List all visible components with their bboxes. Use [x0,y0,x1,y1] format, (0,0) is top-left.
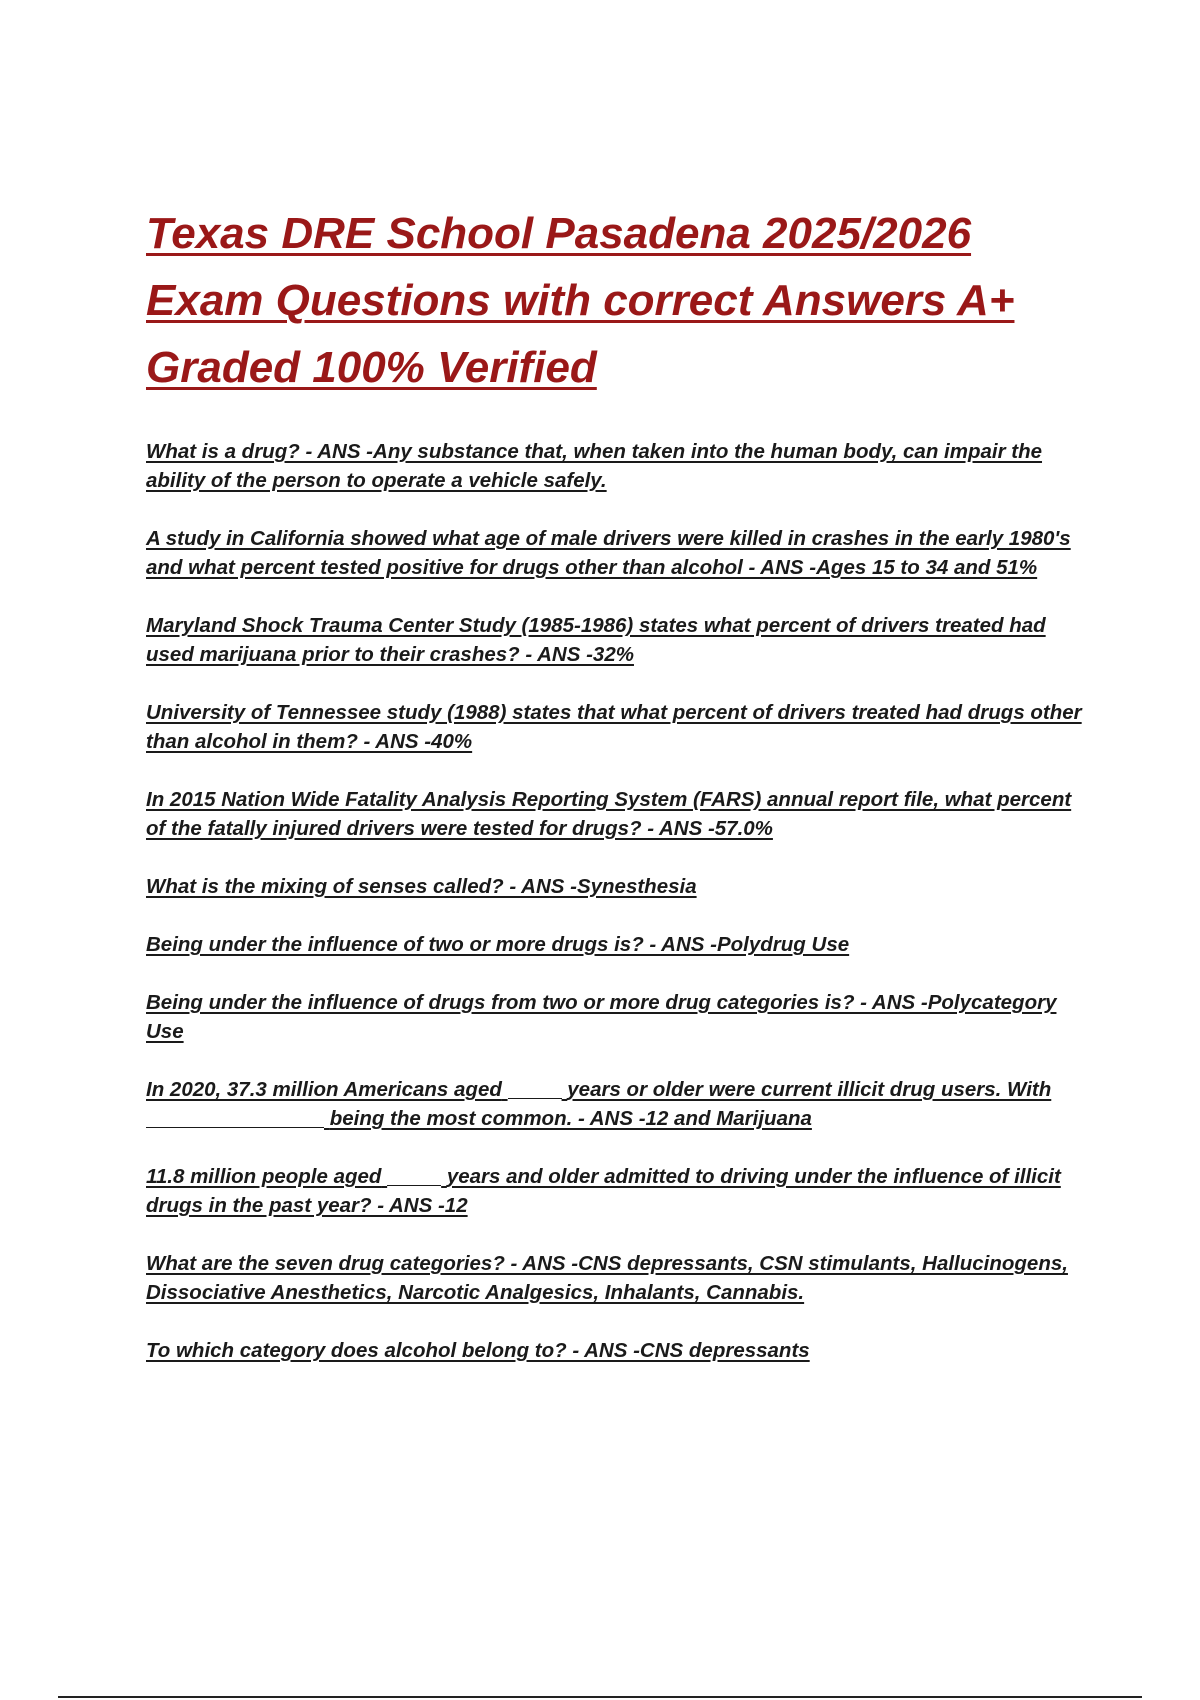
qa-item-alcohol-category: To which category does alcohol belong to? - ANS -CNS depressants [146,1339,810,1362]
qa-item-driving-under-influence [146,1162,1086,1220]
qa-item-maryland-study: Maryland Shock Trauma Center Study (1985-1986) states what percent of drivers treated had used marijuana prior to their crashes? - ANS -32% [146,614,1046,666]
qa-item-2020-users [146,1075,1086,1133]
fill-in-blank [146,1107,324,1128]
qa-item-text-part: years or older were current illicit drug users. With [567,1078,1052,1101]
qa-item-california-study: A study in California showed what age of male drivers were killed in crashes in the early 1980's and what percent tested positive for drugs other than alcohol - ANS -Ages 15 to 34 and 51% [146,527,1071,579]
footer-divider [58,1696,1142,1698]
qa-item-fars-report: In 2015 Nation Wide Fatality Analysis Reporting System (FARS) annual report file, what percent of the fatally injured drivers were tested for drugs? - ANS -57.0% [146,788,1072,840]
qa-item-text-part: years and older admitted to driving under the influence of illicit drugs in the past year? - ANS -12 [146,1165,1061,1217]
qa-item-polycategory: Being under the influence of drugs from two or more drug categories is? - ANS -Polycategory Use [146,991,1057,1043]
qa-item-synesthesia: What is the mixing of senses called? - ANS -Synesthesia [146,875,697,898]
fill-in-blank [387,1165,441,1186]
qa-item-drug-definition: What is a drug? - ANS -Any substance that, when taken into the human body, can impair the ability of the person to operate a vehicle safely. [146,440,1043,492]
qa-item-polydrug: Being under the influence of two or more drugs is? - ANS -Polydrug Use [146,933,850,956]
qa-item-text-part: 11.8 million people aged [146,1165,382,1188]
qa-item-text-part: being the most common. - ANS -12 and Marijuana [329,1107,812,1130]
document-content [146,200,1086,1394]
document-title: Texas DRE School Pasadena 2025/2026 Exam Questions with correct Answers A+ Graded 100% Verified [146,209,1015,392]
fill-in-blank [508,1078,562,1099]
qa-item-text-part: In 2020, 37.3 million Americans aged [146,1078,502,1101]
qa-list [146,437,1086,1365]
qa-item-seven-categories: What are the seven drug categories? - ANS -CNS depressants, CSN stimulants, Hallucinogens, Dissociative Anesthetics, Narcotic Analgesics, Inhalants, Cannabis. [146,1252,1068,1304]
qa-item-tennessee-study: University of Tennessee study (1988) states that what percent of drivers treated had drugs other than alcohol in them? - ANS -40% [146,701,1082,753]
